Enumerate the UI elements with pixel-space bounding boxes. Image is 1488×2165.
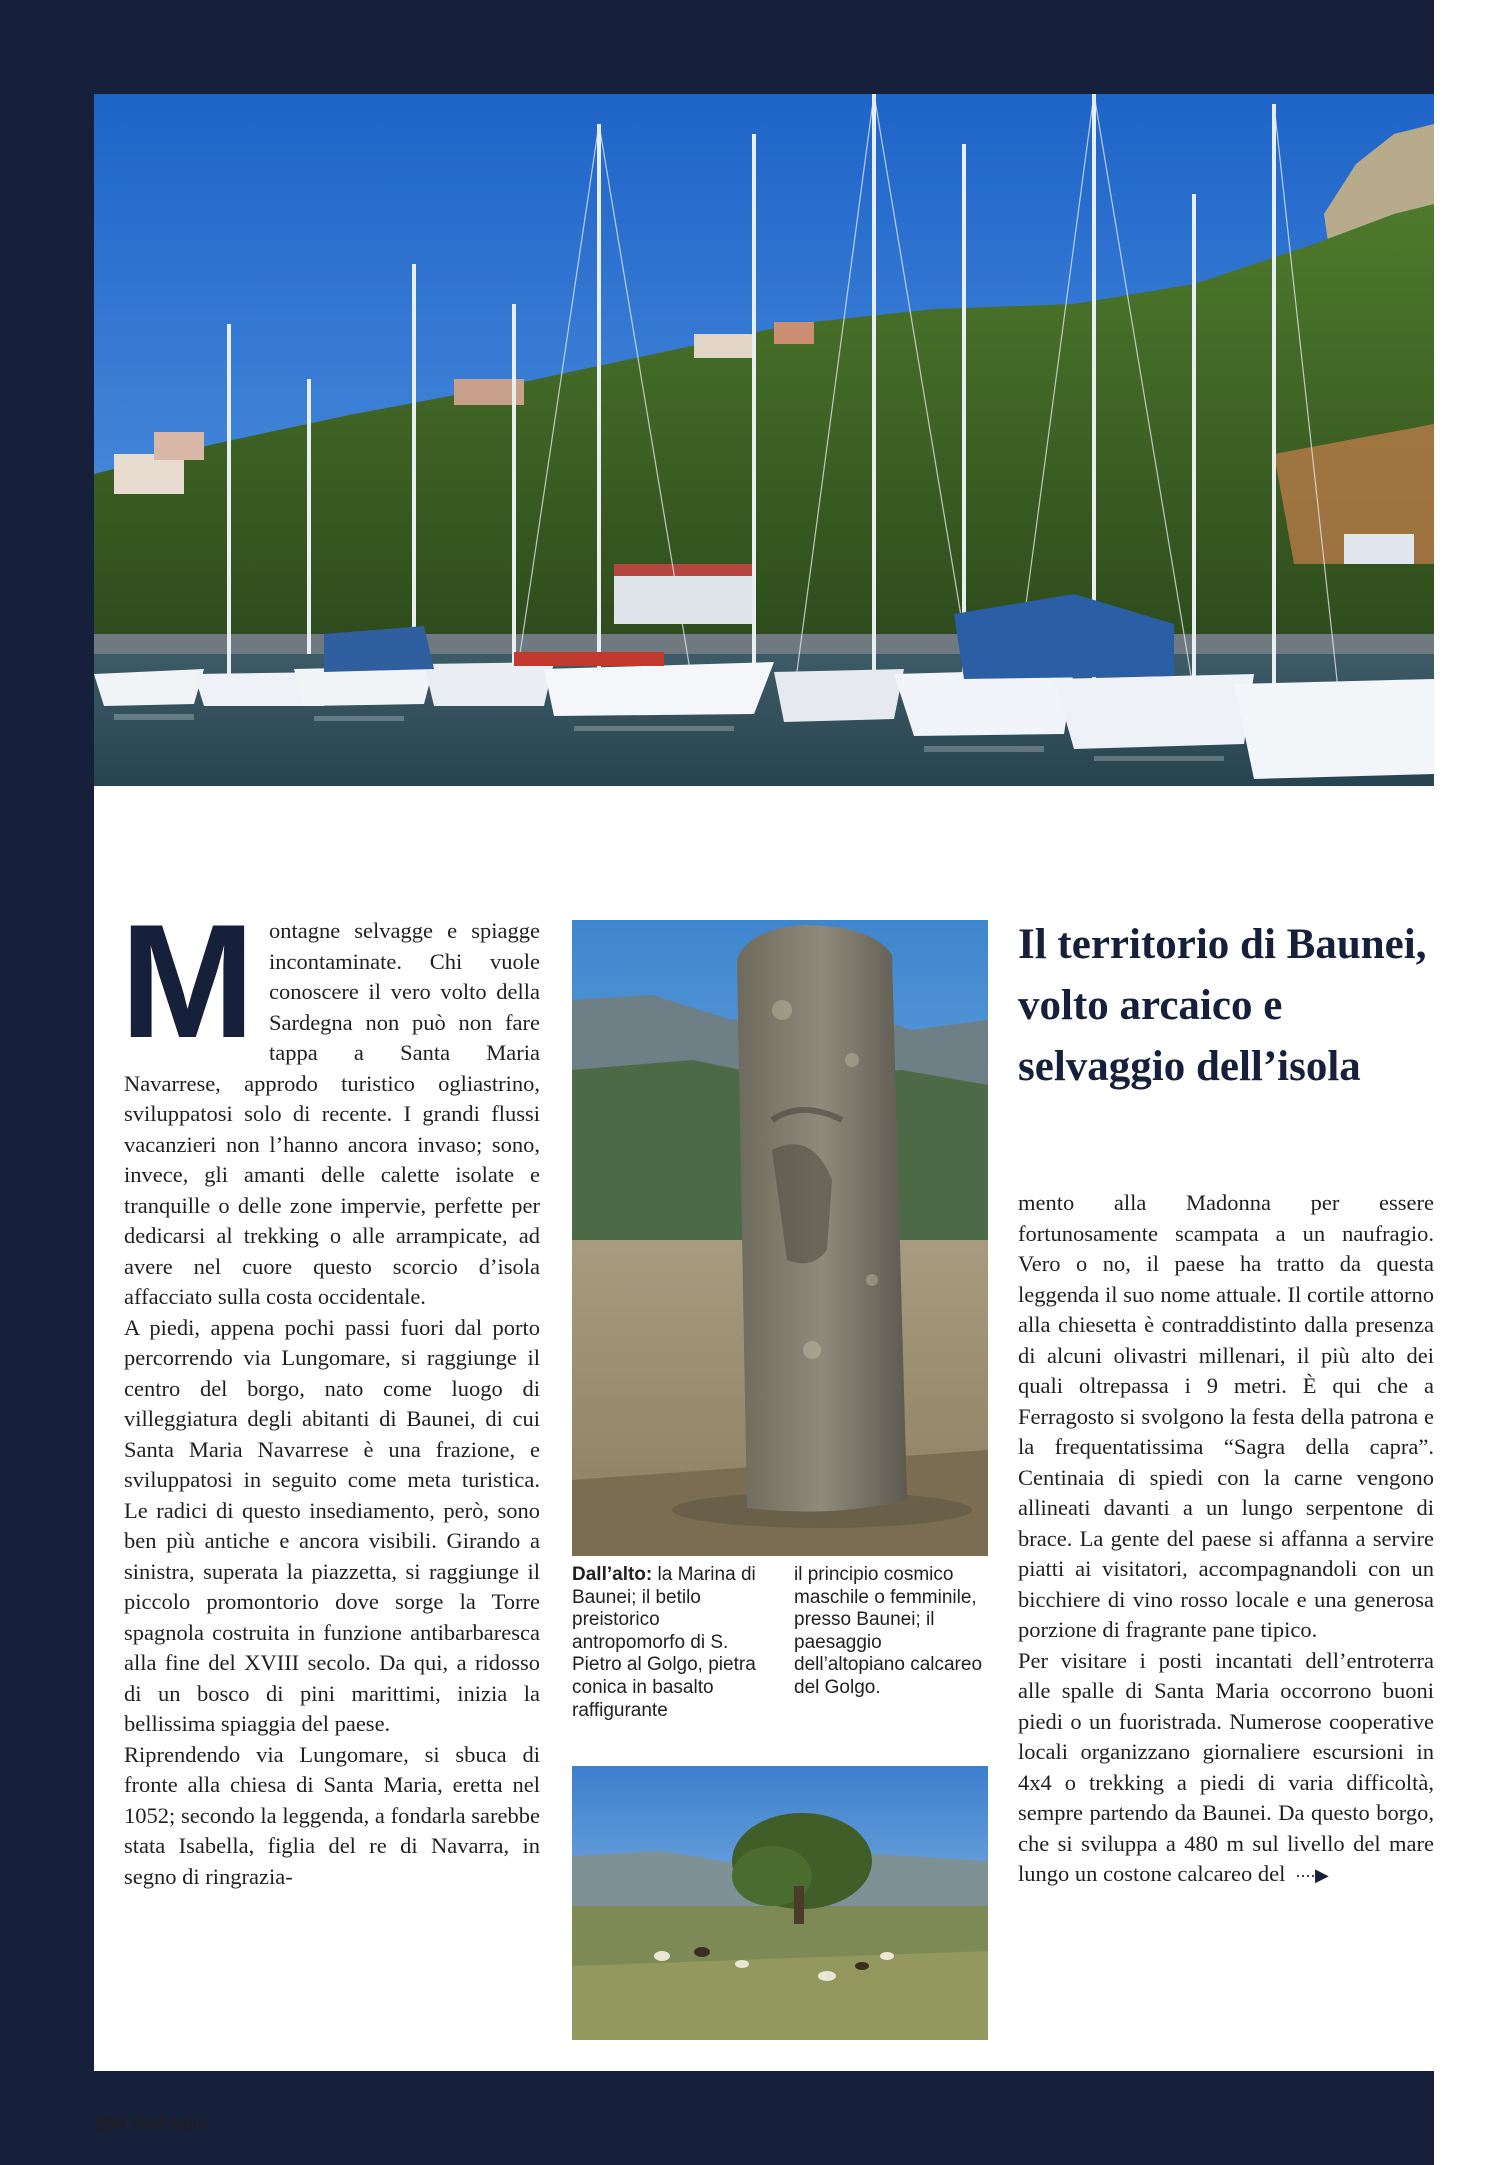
paragraph-text: Per visitare i posti incantati dell’entroterra alle spalle di Santa Maria occorrono buoni piedi o un fuoristrada. Numerose cooperative locali organizzano giornaliere escursioni in 4x4 o trekking a piedi di varia difficoltà, sempre partendo da Baunei. Da questo borgo, che si sviluppa a 480 m sul livello del mare lungo un costone calcareo del	[1018, 1647, 1434, 1886]
body-paragraph: A piedi, appena pochi passi fuori dal porto percorrendo via Lungomare, si raggiunge il centro del borgo, nato come luogo di villeggiatura degli abitanti di Baunei, di cui Santa Maria Navarrese è una frazione, e sviluppatosi in seguito come meta turistica. Le radici di questo insediamento, però, sono ben più antiche e ancora visibili. Girando a sinistra, superata la piazzetta, si raggiunge il piccolo promontorio dove sorge la Torre spagnola costruita in funzione antibarbaresca alla fine del XVIII secolo. Da qui, a ridosso di un bosco di pini marittimi, inizia la bellissima spiaggia del paese.	[124, 1314, 540, 1736]
page-frame-top	[0, 0, 1434, 94]
continue-arrow-icon: ····▶	[1295, 1865, 1328, 1885]
golgo-plateau-photo	[572, 1766, 988, 2040]
article-title: Il territorio di Baunei, volto arcaico e selvaggio dell’isola	[1018, 921, 1427, 1090]
page-number: 194	[94, 2114, 126, 2135]
drop-cap: M	[120, 891, 255, 1072]
photo-caption-part-a	[572, 1564, 772, 1722]
page-right-margin	[1434, 0, 1488, 2165]
body-paragraph	[1018, 1646, 1434, 1891]
body-paragraph: Riprendendo via Lungomare, si sbuca di fronte alla chiesa di Santa Maria, eretta nel 1052; secondo la leggenda, a fondarla sarebbe stata Isabella, figlia del re di Navarra, in segno di ringrazia-	[124, 1741, 540, 1889]
caption-text: la Marina di Baunei; il betilo preistorico antropomorfo di S. Pietro al Golgo, pietra conica in basalto raffigurante	[572, 1564, 756, 1721]
photo-caption-part-b: il principio cosmico maschile o femminile, presso Baunei; il paesaggio dell’altopiano calcareo del Golgo.	[794, 1564, 983, 1698]
body-paragraph: mento alla Madonna per essere fortunosamente scampata a un naufragio. Vero o no, il paese ha tratto da questa leggenda il suo nome attuale. Il cortile attorno alla chiesetta è contraddistinto dalla presenza di alcuni olivastri millenari, il più alto dei quali oltrepassa i 9 metri. È qui che a Ferragosto si svolgono la festa della patrona e la frequentatissima “Sagra della capra”. Centinaia di spiedi con la carne vengono allineati davanti a un lungo serpentone di brace. La gente del paese si affanna a servire piatti ai visitatori, accompagnandoli con un bicchiere di vino rosso locale e una generosa porzione di fragrante pane tipico.	[1018, 1190, 1434, 1642]
opening-paragraph	[120, 891, 540, 1313]
magazine-name: Bell’Italia	[131, 2114, 208, 2135]
article-column-right	[1018, 1188, 1434, 1891]
page-folio	[94, 2114, 208, 2136]
marina-photo	[94, 94, 1434, 786]
betilo-photo	[572, 920, 988, 1556]
page-frame-bottom	[0, 2071, 1434, 2165]
article-column-left	[120, 891, 540, 1892]
caption-lead: Dall’alto:	[572, 1564, 653, 1585]
page-frame-left	[0, 0, 94, 2165]
paragraph-text: ontagne selvagge e spiagge incontaminate. Chi vuole conoscere il vero volto della Sardegna non può non fare tappa a Santa Maria Navarrese, approdo turistico ogliastrino, sviluppatosi solo di recente. I grandi flussi vacanzieri non l’hanno ancora invaso; sono, invece, gli amanti delle calette isolate e tranquille o delle zone impervie, perfette per dedicarsi al trekking o alle arrampicate, ad avere nel cuore questo scorcio d’isola affacciato sulla costa occidentale.	[124, 918, 540, 1309]
